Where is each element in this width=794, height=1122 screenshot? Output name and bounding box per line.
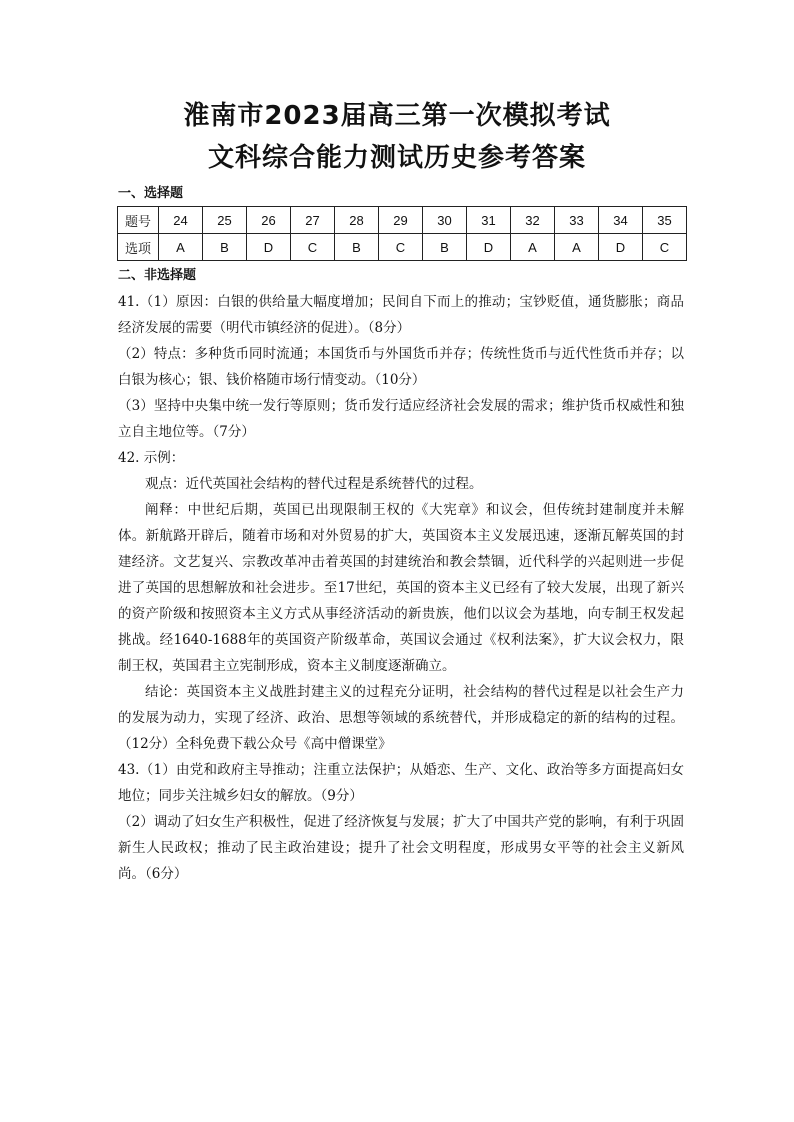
table-cell: B — [203, 234, 247, 261]
q42-conclusion: 结论：英国资本主义战胜封建主义的过程充分证明，社会结构的替代过程是以社会生产力的发展为动力，实现了经济、政治、思想等领域的系统替代，并形成稳定的新的结构的过程。（12分）全科免费下载公众号《高中僧课堂》 — [118, 684, 684, 752]
page-subtitle: 文科综合能力测试历史参考答案 — [207, 143, 586, 173]
table-cell: C — [379, 234, 423, 261]
q42-explanation: 阐释：中世纪后期，英国已出现限制王权的《大宪章》和议会，但传统封建制度并未解体。新航路开辟后，随着市场和对外贸易的扩大，英国资本主义发展迅速，逐渐瓦解英国的封建经济。文艺复兴、宗教改革冲击着英国的封建统治和教会禁锢，近代科学的兴起则进一步促进了英国的思想解放和社会进步。至17世纪，英国的资本主义已经有了较大发展，出现了新兴的资产阶级和按照资本主义方式从事经济活动的新贵族，他们以议会为基地，向专制王权发起挑战。经1640-1688年的英国资产阶级革命，英国议会通过《权利法案》，扩大议会权力，限制王权，英国君主立宪制形成，资本主义制度逐渐确立。 — [118, 502, 684, 674]
table-cell: 29 — [379, 207, 423, 234]
q41-part2: （2）特点：多种货币同时流通；本国货币与外国货币并存；传统性货币与近代性货币并存；以白银为核心；银、钱价格随市场行情变动。（10分） — [118, 346, 684, 388]
table-cell: 35 — [643, 207, 687, 234]
table-cell: 28 — [335, 207, 379, 234]
table-cell: D — [599, 234, 643, 261]
table-header-number: 题号 — [118, 207, 159, 234]
table-cell: D — [467, 234, 511, 261]
answer-table — [117, 206, 687, 261]
table-cell: 26 — [247, 207, 291, 234]
q43-part1: 43.（1）由党和政府主导推动；注重立法保护；从婚恋、生产、文化、政治等多方面提高妇女地位；同步关注城乡妇女的解放。（9分） — [118, 762, 684, 804]
q43-part2: （2）调动了妇女生产积极性，促进了经济恢复与发展；扩大了中国共产党的影响，有利于巩固新生人民政权；推动了民主政治建设；提升了社会文明程度，形成男女平等的社会主义新风尚。（6分） — [118, 814, 684, 882]
table-cell: C — [291, 234, 335, 261]
table-cell: B — [423, 234, 467, 261]
q42-viewpoint: 观点：近代英国社会结构的替代过程是系统替代的过程。 — [145, 476, 483, 492]
table-cell: A — [555, 234, 599, 261]
table-cell: A — [511, 234, 555, 261]
table-cell: 31 — [467, 207, 511, 234]
table-cell: 27 — [291, 207, 335, 234]
table-row-answers — [118, 234, 687, 261]
table-cell: 32 — [511, 207, 555, 234]
table-cell: B — [335, 234, 379, 261]
table-cell: 34 — [599, 207, 643, 234]
q41-part1: 41.（1）原因：白银的供给量大幅度增加；民间自下而上的推动；宝钞贬值，通货膨胀；商品经济发展的需要（明代市镇经济的促进）。（8分） — [118, 294, 684, 336]
table-cell: 30 — [423, 207, 467, 234]
table-cell: 25 — [203, 207, 247, 234]
q42-heading: 42. 示例： — [118, 450, 185, 466]
table-row-numbers — [118, 207, 687, 234]
section-heading-non-choice: 二、非选择题 — [118, 268, 197, 283]
table-cell: 24 — [159, 207, 203, 234]
table-cell: 33 — [555, 207, 599, 234]
table-cell: C — [643, 234, 687, 261]
answers-body — [118, 289, 684, 887]
section-heading-choice: 一、选择题 — [118, 186, 184, 201]
table-header-answer: 选项 — [118, 234, 159, 261]
q41-part3: （3）坚持中央集中统一发行等原则；货币发行适应经济社会发展的需求；维护货币权威性和独立自主地位等。（7分） — [118, 398, 684, 440]
table-cell: D — [247, 234, 291, 261]
page-title: 淮南市2023届高三第一次模拟考试 — [183, 101, 611, 131]
table-cell: A — [159, 234, 203, 261]
